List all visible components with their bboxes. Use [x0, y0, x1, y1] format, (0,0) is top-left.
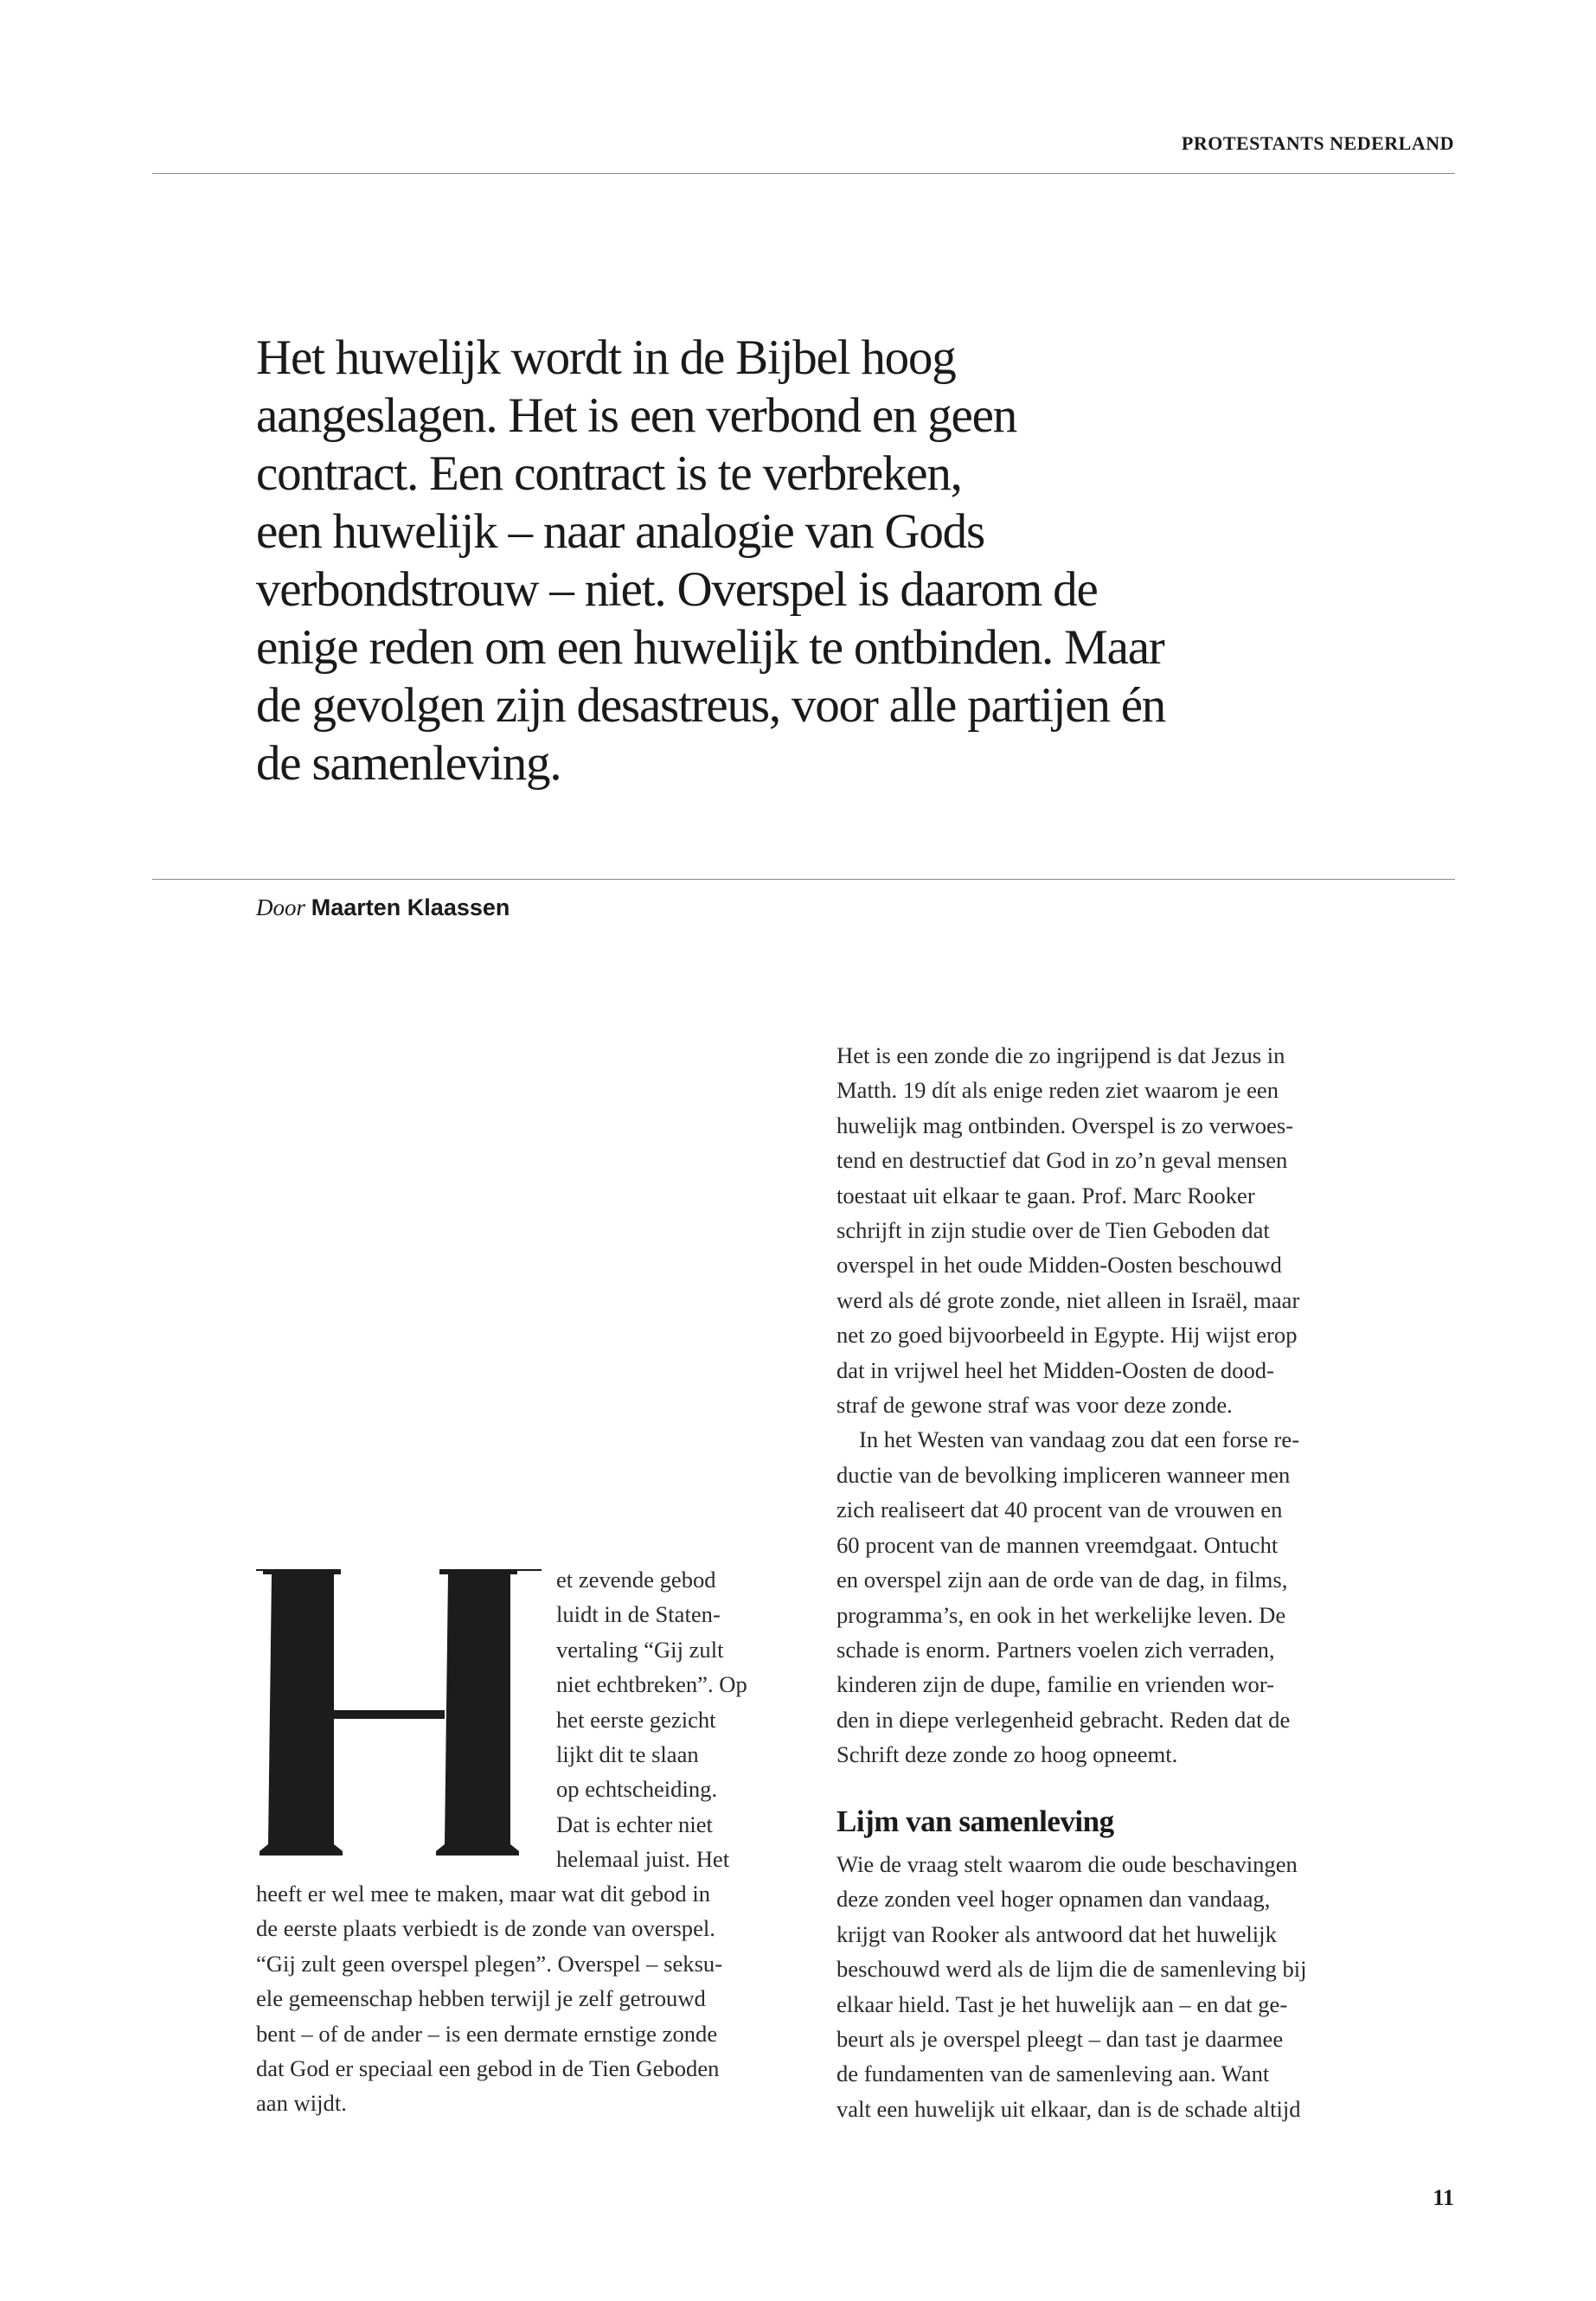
body-line: valt een huwelijk uit elkaar, dan is de schade altijd — [836, 2095, 1301, 2122]
intro-line: de gevolgen zijn desastreus, voor alle partijen én — [256, 678, 1166, 733]
body-line: toestaat uit elkaar te gaan. Prof. Marc Rooker — [836, 1182, 1255, 1208]
body-line: het eerste gezicht — [556, 1706, 716, 1733]
body-line: zich realiseert dat 40 procent van de vrouwen en — [836, 1497, 1283, 1523]
intro-line: enige reden om een huwelijk te ontbinden. Maar — [256, 620, 1164, 675]
body-line: krijgt van Rooker als antwoord dat het huwelijk — [836, 1920, 1277, 1947]
body-line: kinderen zijn de dupe, familie en vrienden wor- — [836, 1671, 1275, 1698]
body-line: Dat is echter niet — [556, 1811, 713, 1837]
body-line: en overspel zijn aan de orde van de dag, in films, — [836, 1567, 1288, 1593]
left-column-text — [256, 1876, 784, 2121]
top-rule — [152, 173, 1455, 174]
body-line: overspel in het oude Midden-Oosten beschouwd — [836, 1252, 1282, 1279]
body-line: 60 procent van de mannen vreemdgaat. Ontucht — [836, 1531, 1279, 1558]
body-line: Matth. 19 dít als enige reden ziet waarom je een — [836, 1077, 1279, 1104]
body-line: Het is een zonde die zo ingrijpend is dat Jezus in — [836, 1042, 1285, 1068]
byline — [256, 894, 510, 921]
body-line: dat God er speciaal een gebod in de Tien Geboden — [256, 2055, 720, 2082]
body-line: ductie van de bevolking impliceren wanneer men — [836, 1461, 1291, 1488]
body-line: heeft er wel mee te maken, maar wat dit gebod in — [256, 1881, 711, 1907]
body-line: beschouwd werd als de lijm die de samenleving bij — [836, 1956, 1307, 1983]
body-line: luidt in de Staten- — [556, 1601, 721, 1628]
body-line: ele gemeenschap hebben terwijl je zelf getrouwd — [256, 1985, 706, 2012]
body-line: schrijft in zijn studie over de Tien Geboden dat — [836, 1217, 1270, 1244]
body-line: den in diepe verlegenheid gebracht. Reden dat de — [836, 1706, 1291, 1733]
body-line: bent – of de ander – is een dermate ernstige zonde — [256, 2020, 718, 2047]
subheading: Lijm van samenleving — [836, 1804, 1114, 1838]
body-line: Schrift deze zonde zo hoog opneemt. — [836, 1741, 1178, 1768]
body-line: “Gij zult geen overspel plegen”. Overspel – seksu- — [256, 1950, 723, 1977]
body-line: vertaling “Gij zult — [556, 1636, 724, 1663]
drop-cap — [256, 1567, 545, 1857]
page-number: 11 — [1433, 2185, 1454, 2210]
body-line: In het Westen van vandaag zou dat een forse re- — [859, 1426, 1300, 1453]
body-line: net zo goed bijvoorbeeld in Egypte. Hij wijst erop — [836, 1322, 1298, 1349]
body-line: huwelijk mag ontbinden. Overspel is zo verwoes- — [836, 1112, 1294, 1138]
right-column-text-continued — [836, 1847, 1356, 2126]
body-line: aan wijdt. — [256, 2090, 347, 2117]
body-line: de eerste plaats verbiedt is de zonde van overspel. — [256, 1915, 715, 1942]
right-column-text — [836, 1038, 1356, 1772]
intro-line: de samenleving. — [256, 736, 561, 791]
byline-author: Maarten Klaassen — [311, 894, 510, 920]
intro-line: verbondstrouw – niet. Overspel is daarom de — [256, 562, 1098, 617]
body-line: beurt als je overspel pleegt – dan tast je daarmee — [836, 2026, 1284, 2053]
body-line: de fundamenten van de samenleving aan. Want — [836, 2061, 1270, 2087]
body-line: schade is enorm. Partners voelen zich verraden, — [836, 1636, 1275, 1663]
body-line: Wie de vraag stelt waarom die oude beschavingen — [836, 1851, 1298, 1877]
body-line: op echtscheiding. — [556, 1776, 718, 1803]
body-line: straf de gewone straf was voor deze zonde. — [836, 1392, 1233, 1419]
intro-line: Het huwelijk wordt in de Bijbel hoog — [256, 330, 956, 385]
body-line: programma’s, en ook in het werkelijke leven. De — [836, 1601, 1286, 1628]
body-line: tend en destructief dat God in zo’n geval mensen — [836, 1147, 1288, 1174]
body-line: deze zonden veel hoger opnamen dan vandaag, — [836, 1886, 1271, 1913]
intro-line: aangeslagen. Het is een verbond en geen — [256, 388, 1017, 443]
body-line: niet echtbreken”. Op — [556, 1671, 747, 1698]
byline-prefix: Door — [256, 894, 306, 920]
body-line: lijkt dit te slaan — [556, 1741, 699, 1768]
body-line: et zevende gebod — [556, 1567, 716, 1593]
running-head: PROTESTANTS NEDERLAND — [1181, 132, 1454, 154]
intro-line: een huwelijk – naar analogie van Gods — [256, 504, 984, 559]
body-line: elkaar hield. Tast je het huwelijk aan – en dat ge- — [836, 1990, 1288, 2017]
body-line: helemaal juist. Het — [556, 1846, 730, 1873]
wrapped-lines — [556, 1562, 781, 1877]
section-rule — [152, 879, 1455, 880]
intro-line: contract. Een contract is te verbreken, — [256, 446, 962, 501]
body-line: dat in vrijwel heel het Midden-Oosten de dood- — [836, 1356, 1274, 1383]
intro-lead — [256, 329, 1225, 792]
body-line: werd als dé grote zonde, niet alleen in Israël, maar — [836, 1286, 1300, 1313]
